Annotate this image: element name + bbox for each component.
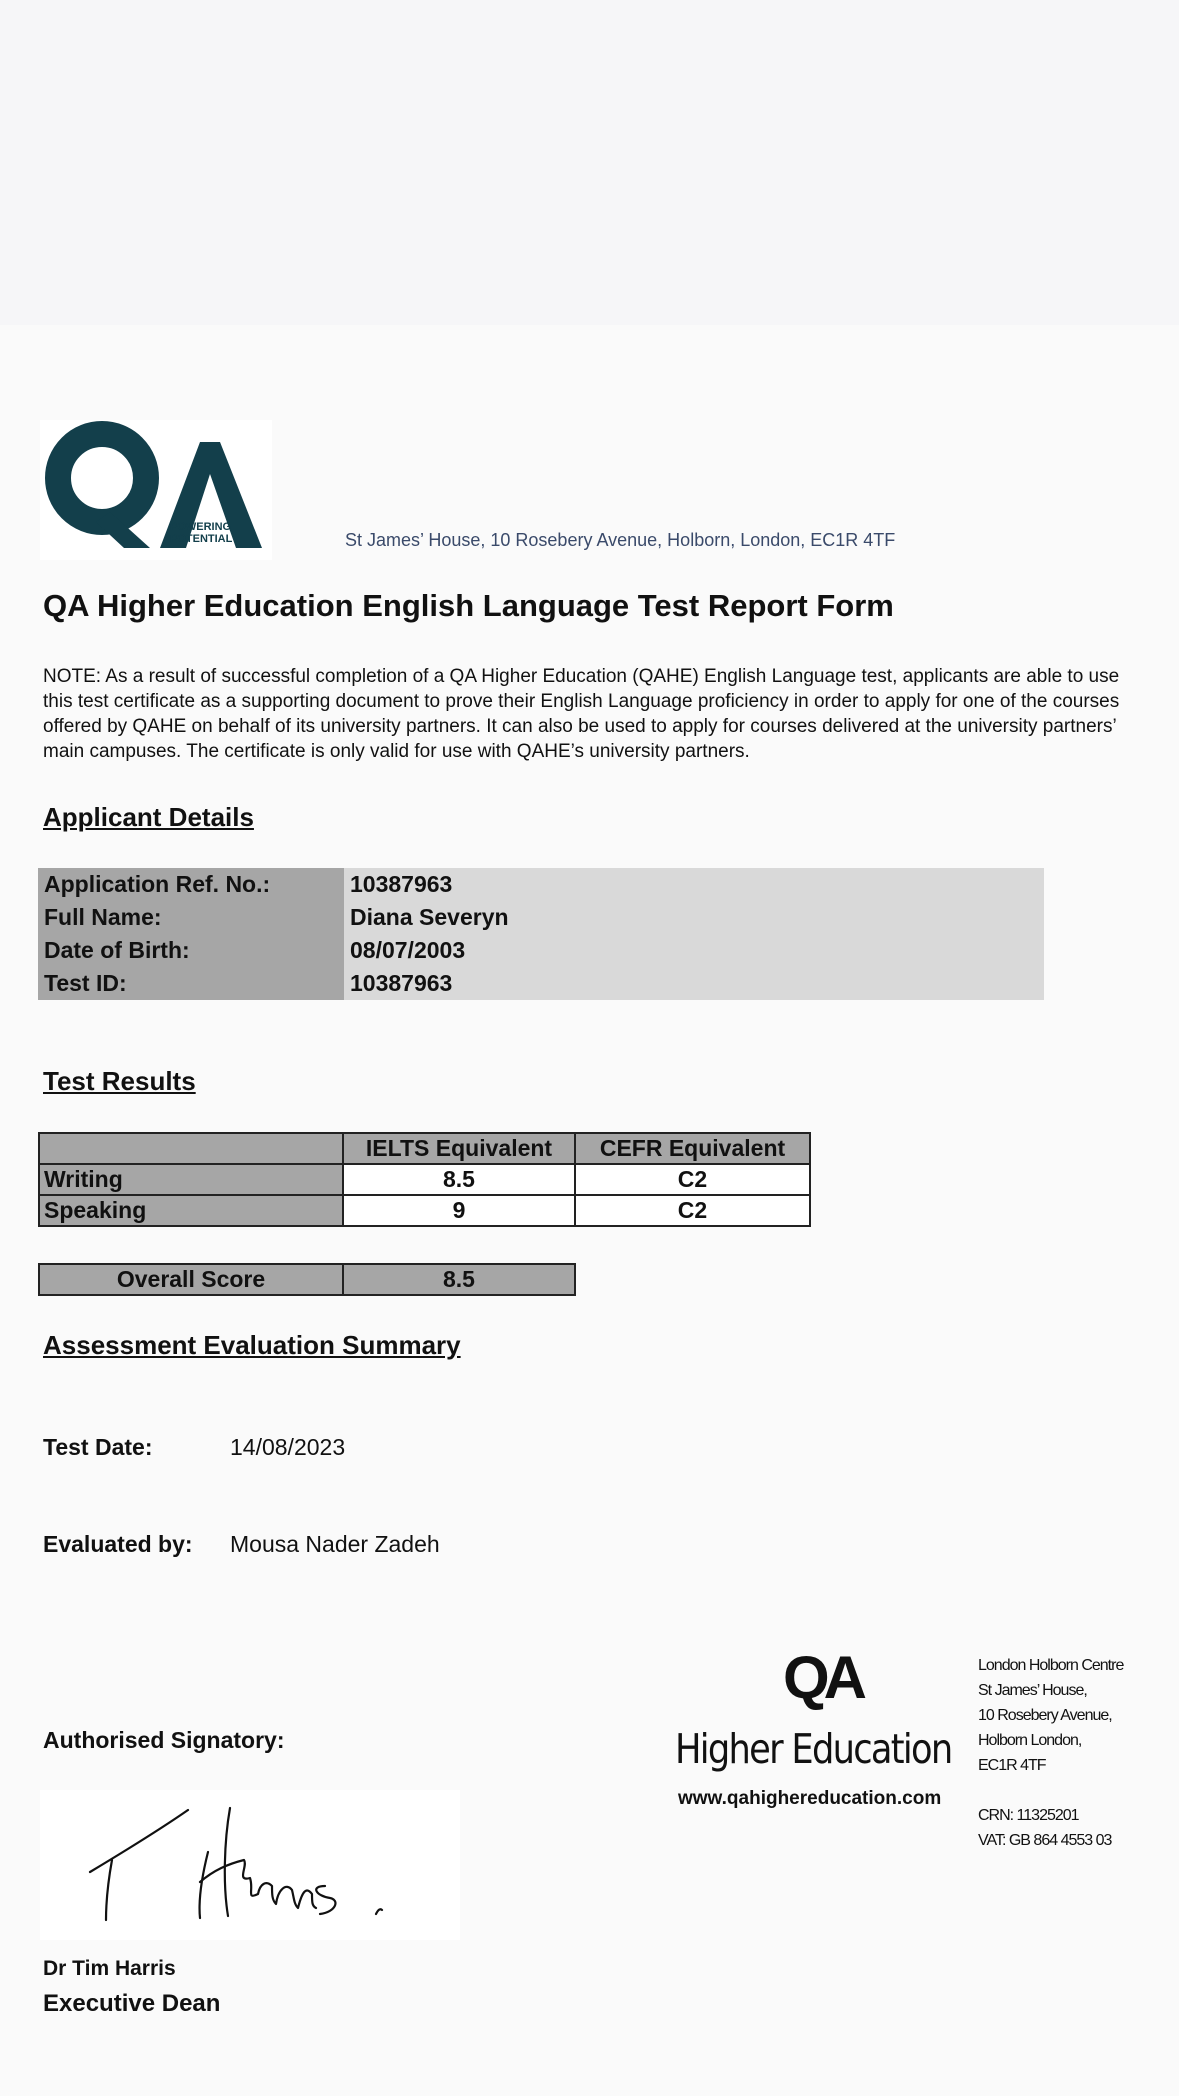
overall-score-table (38, 1263, 576, 1296)
stamp-address-line: London Holborn Centre (978, 1657, 1124, 1674)
assessment-summary-heading: Assessment Evaluation Summary (43, 1330, 461, 1360)
detail-value: 08/07/2003 (344, 934, 1044, 967)
svg-text:POTENTIAL: POTENTIAL (170, 533, 233, 545)
ielts-score: 9 (343, 1195, 575, 1226)
detail-label: Test ID: (38, 967, 344, 1000)
column-header (39, 1133, 343, 1164)
table-row (38, 934, 1044, 967)
table-row (38, 868, 1044, 901)
detail-value: Diana Severyn (344, 901, 1044, 934)
table-row (39, 1164, 810, 1195)
applicant-details-table (38, 868, 1044, 1000)
table-row (38, 967, 1044, 1000)
stamp-vat: VAT: GB 864 4553 03 (978, 1832, 1112, 1849)
stamp-brand: Higher Education (675, 1725, 952, 1773)
handwritten-signature (40, 1790, 460, 1940)
detail-value: 10387963 (344, 967, 1044, 1000)
signer-name: Dr Tim Harris (43, 1957, 176, 1980)
overall-score-value: 8.5 (343, 1264, 575, 1295)
stamp-address-line: EC1R 4TF (978, 1757, 1046, 1774)
stamp-address-line: 10 Rosebery Avenue, (978, 1707, 1112, 1724)
test-date-value: 14/08/2023 (230, 1434, 346, 1460)
svg-text:POWERING: POWERING (170, 521, 232, 533)
test-results-heading: Test Results (43, 1066, 196, 1096)
ielts-score: 8.5 (343, 1164, 575, 1195)
stamp-qa-logo: QA (783, 1644, 861, 1711)
stamp-address-line: St James’ House, (978, 1682, 1087, 1699)
stamp-address (978, 1653, 1123, 1778)
table-row (38, 901, 1044, 934)
detail-value: 10387963 (344, 868, 1044, 901)
stamp-website: www.qahighereducation.com (678, 1788, 942, 1809)
overall-score-label: Overall Score (39, 1264, 343, 1295)
stamp-registration (978, 1803, 1111, 1853)
qa-logo (40, 420, 272, 560)
institution-address: St James’ House, 10 Rosebery Avenue, Holborn, London, EC1R 4TF (345, 530, 896, 550)
test-results-table (38, 1132, 811, 1227)
skill-label: Speaking (39, 1195, 343, 1226)
evaluated-by-label: Evaluated by: (43, 1531, 193, 1557)
stamp-crn: CRN: 11325201 (978, 1807, 1079, 1824)
cefr-level: C2 (575, 1164, 810, 1195)
table-row (39, 1264, 575, 1295)
detail-label: Full Name: (38, 901, 344, 934)
detail-label: Application Ref. No.: (38, 868, 344, 901)
test-date-label: Test Date: (43, 1434, 153, 1460)
table-row (39, 1195, 810, 1226)
stamp-address-line: Holborn London, (978, 1732, 1082, 1749)
column-header: IELTS Equivalent (343, 1133, 575, 1164)
detail-label: Date of Birth: (38, 934, 344, 967)
cefr-level: C2 (575, 1195, 810, 1226)
column-header: CEFR Equivalent (575, 1133, 810, 1164)
note-paragraph: NOTE: As a result of successful completion of a QA Higher Education (QAHE) English Language test, applicants are able to use this test certificate as a supporting document to prove their English Language proficiency in order to apply for one of the courses offered by QAHE on behalf of its university partners. It can also be used to apply for courses delivered at the university partners’ main campuses. The certificate is only valid for use with QAHE’s university partners. (43, 666, 1120, 762)
signatory-label: Authorised Signatory: (43, 1727, 285, 1753)
blank-top-band (0, 0, 1179, 325)
skill-label: Writing (39, 1164, 343, 1195)
evaluated-by-value: Mousa Nader Zadeh (230, 1531, 440, 1557)
signer-title: Executive Dean (43, 1990, 221, 2017)
table-header-row (39, 1133, 810, 1164)
page-title: QA Higher Education English Language Test Report Form (43, 588, 894, 623)
applicant-details-heading: Applicant Details (43, 802, 254, 832)
